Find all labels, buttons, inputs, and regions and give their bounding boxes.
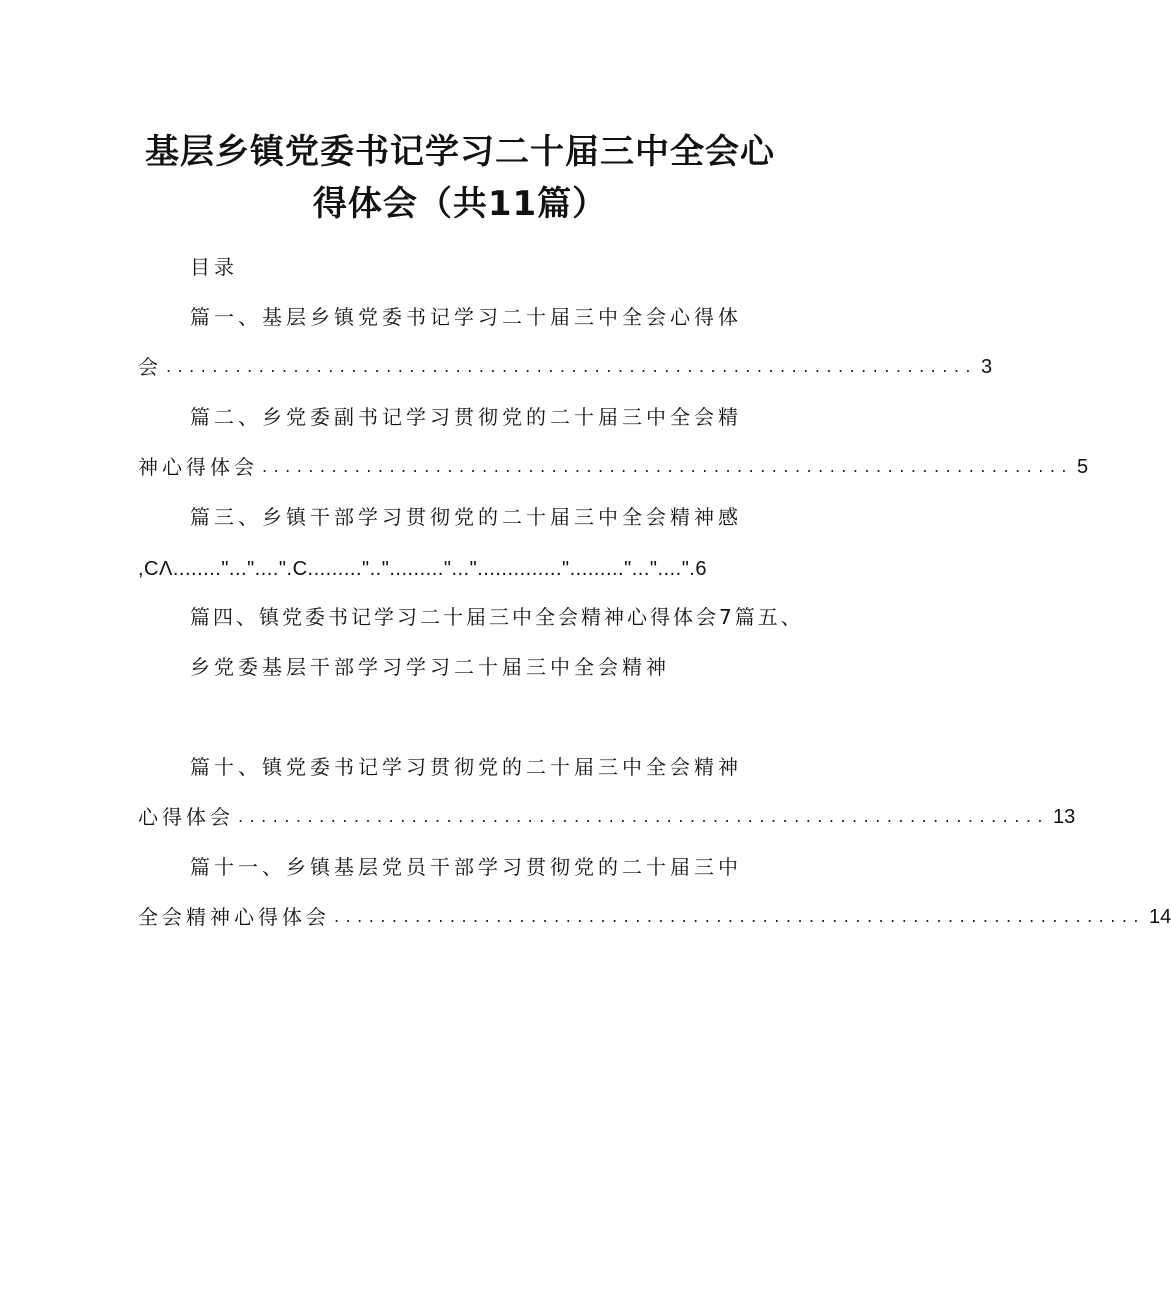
toc-entry-11-line-1: 篇十一、乡镇基层党员干部学习贯彻党的二十届三中: [190, 855, 742, 879]
leader-dots: ......................................................................: [238, 807, 1050, 826]
toc-entry-2-line-1: 篇二、乡党委副书记学习贯彻党的二十届三中全会精: [190, 405, 742, 429]
toc-entry-11-page: 14: [1149, 906, 1171, 928]
leader-dots: ......................................................................: [334, 907, 1146, 926]
document-title-line-1: 基层乡镇党委书记学习二十届三中全会心: [145, 132, 775, 172]
toc-entry-1-leader: [138, 352, 993, 382]
toc-entry-4-line-2: 乡党委基层干部学习学习二十届三中全会精神: [190, 655, 670, 679]
toc-entry-1-line-1: 篇一、基层乡镇党委书记学习二十届三中全会心得体: [190, 305, 742, 329]
toc-entry-11-leader: [138, 902, 1171, 932]
toc-entry-3-line-2: ,CΛ........"..."....".C.........".."........."...".............."........."..."....".6: [138, 558, 707, 580]
toc-entry-10-page: 13: [1053, 806, 1076, 828]
toc-heading: 目录: [190, 255, 238, 279]
toc-entry-11-line-2: 全会精神心得体会: [138, 905, 330, 929]
toc-entry-10-line-2: 心得体会: [138, 805, 234, 829]
toc-entry-1-page: 3: [981, 356, 993, 378]
leader-dots: ......................................................................: [262, 457, 1074, 476]
toc-entry-2-line-2: 神心得体会: [138, 455, 258, 479]
document-title-line-2: 得体会（共11篇）: [312, 184, 608, 224]
toc-entry-10-leader: [138, 802, 1076, 832]
leader-dots: ......................................................................: [166, 357, 978, 376]
toc-entry-3-line-1: 篇三、乡镇干部学习贯彻党的二十届三中全会精神感: [190, 505, 742, 529]
toc-entry-10-line-1: 篇十、镇党委书记学习贯彻党的二十届三中全会精神: [190, 755, 742, 779]
toc-entry-2-page: 5: [1077, 456, 1089, 478]
toc-entry-1-line-2: 会: [138, 355, 162, 379]
toc-entry-4-line-1: 篇四、镇党委书记学习二十届三中全会精神心得体会7篇五、: [190, 605, 804, 629]
toc-entry-2-leader: [138, 452, 1089, 482]
